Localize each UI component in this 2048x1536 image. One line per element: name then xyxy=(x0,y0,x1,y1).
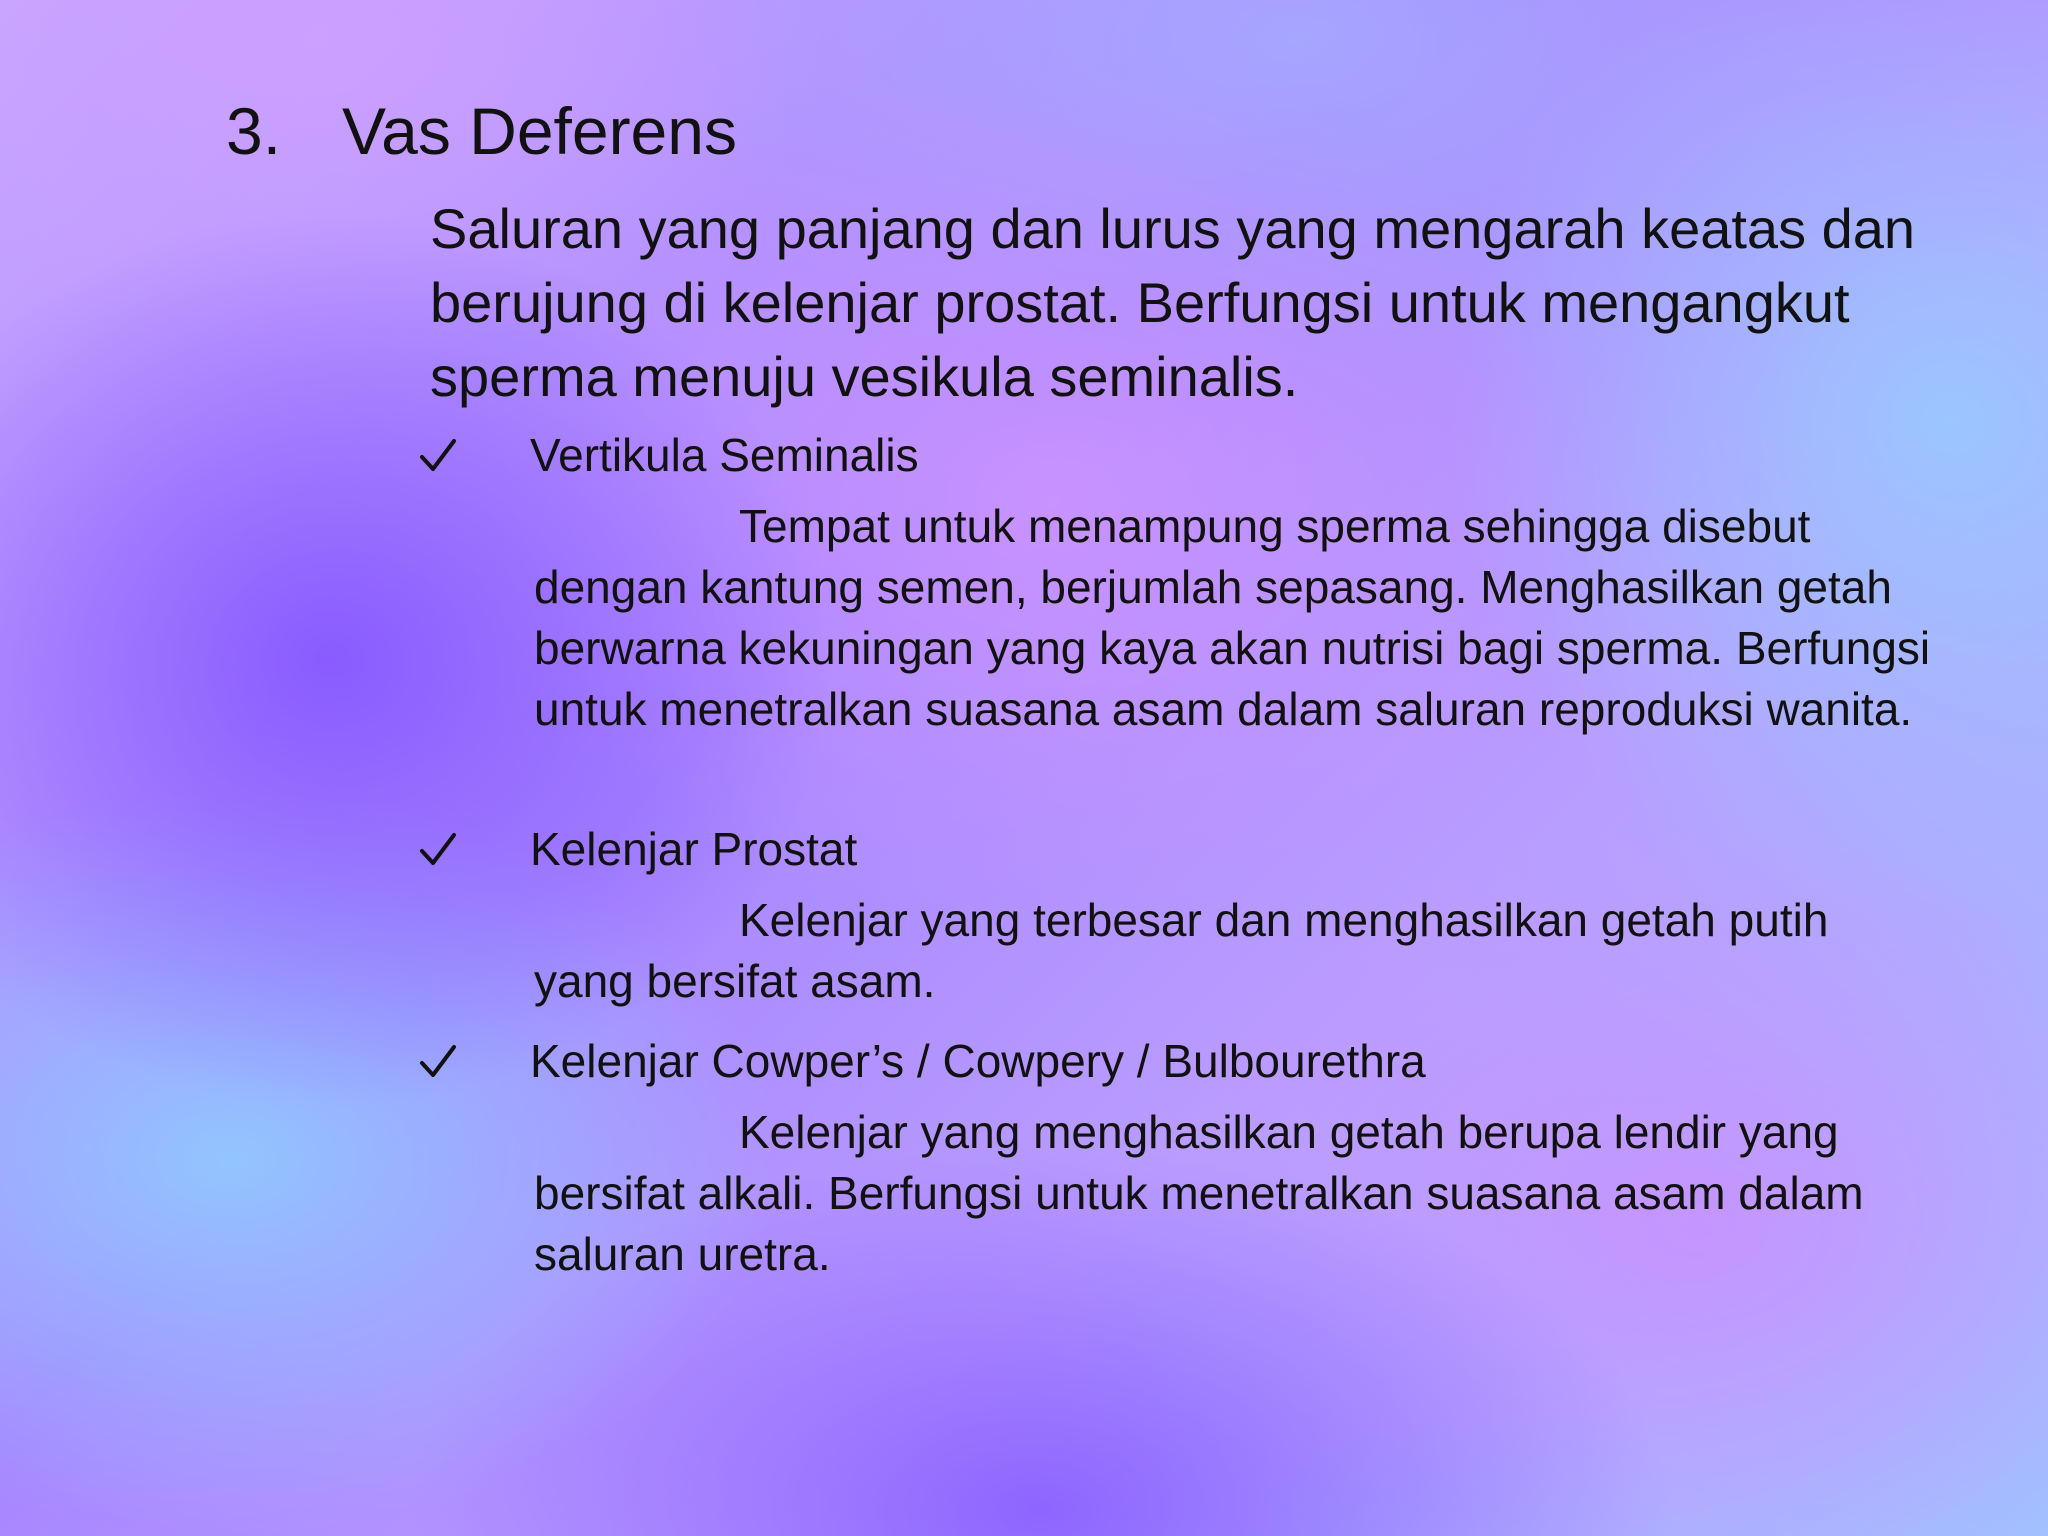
section-title: Vertikula Seminalis xyxy=(530,429,919,481)
section-kelenjar-cowpers xyxy=(418,1030,1918,1285)
section-heading xyxy=(418,424,1918,486)
section-body: Kelenjar yang menghasilkan getah berupa lendir yang bersifat alkali. Berfungsi untuk menetralkan suasana asam dalam saluran uretra. xyxy=(534,1106,1864,1280)
heading-number: 3. xyxy=(226,94,282,168)
section-title: Kelenjar Cowper’s / Cowpery / Bulbourethra xyxy=(530,1035,1426,1087)
intro-paragraph: Saluran yang panjang dan lurus yang mengarah keatas dan berujung di kelenjar prostat. Berfungsi untuk mengangkut sperma menuju vesikula seminalis. xyxy=(430,197,1916,408)
section-vertikula-seminalis xyxy=(418,424,1931,740)
section-body: Tempat untuk menampung sperma sehingga disebut dengan kantung semen, berjumlah sepasang. Menghasilkan getah berwarna kekuningan yang kaya akan nutrisi bagi sperma. Berfungsi untuk menetralkan suasana asam dalam saluran reproduksi wanita. xyxy=(534,500,1931,735)
section-heading xyxy=(418,818,1918,880)
heading-title: Vas Deferens xyxy=(342,94,737,168)
check-icon xyxy=(418,829,458,869)
section-kelenjar-prostat xyxy=(418,818,1918,1012)
slide-heading xyxy=(226,88,737,174)
section-body: Kelenjar yang terbesar dan menghasilkan getah putih yang bersifat asam. xyxy=(534,894,1829,1007)
section-title: Kelenjar Prostat xyxy=(530,823,858,875)
section-heading xyxy=(418,1030,1918,1092)
check-icon xyxy=(418,1041,458,1081)
check-icon xyxy=(418,435,458,475)
